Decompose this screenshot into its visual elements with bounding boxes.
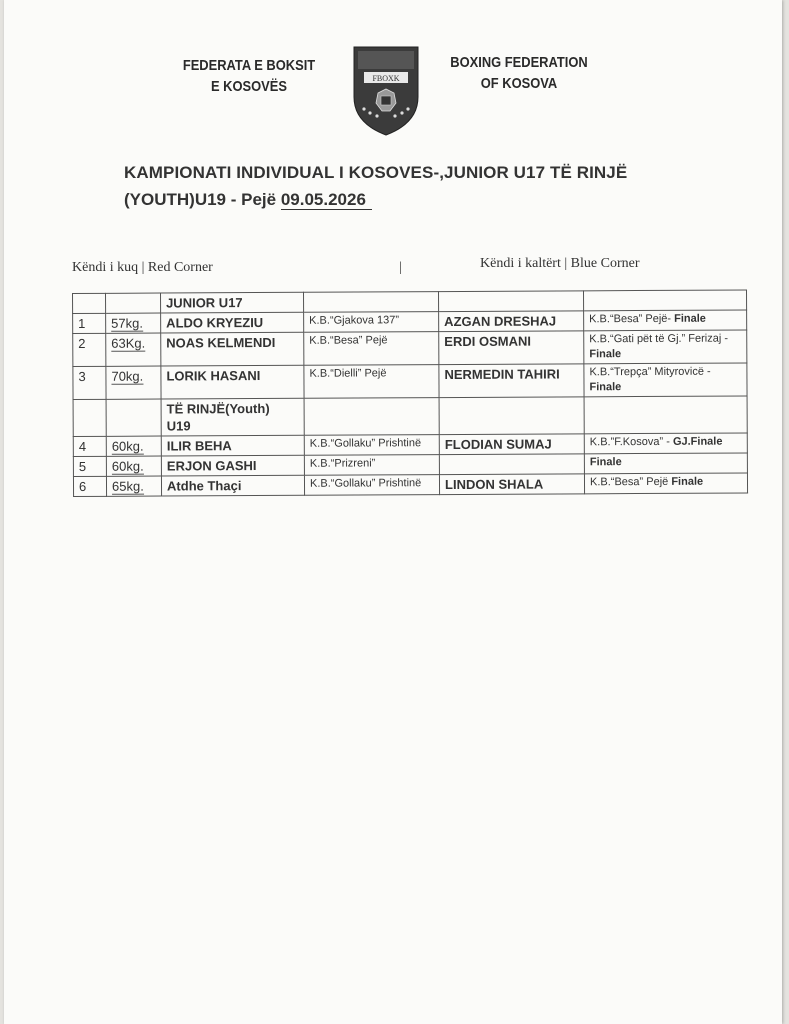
- table-row: 1 57kg. ALDO KRYEZIU K.B.“Gjakova 137” AZGAN DRESHAJ K.B.“Besa” Pejë- Finale: [73, 310, 747, 334]
- federation-logo: [350, 45, 422, 137]
- document-title: KAMPIONATI INDIVIDUAL I KOSOVES-,JUNIOR U17 TË RINJË: [124, 163, 628, 182]
- blue-corner-heading: Këndi i kaltërt | Blue Corner: [480, 256, 640, 271]
- federation-name-english: BOXING FEDERATION OF KOSOVA: [450, 54, 588, 92]
- federation-name-albanian: FEDERATA E BOKSIT E KOSOVËS: [182, 57, 316, 95]
- document-subtitle: (YOUTH)U19 - Pejë 09.05.2026: [124, 190, 372, 210]
- event-date: 09.05.2026: [281, 190, 372, 210]
- document-page: [4, 0, 782, 1024]
- red-corner-heading: Këndi i kuq | Red Corner: [72, 260, 213, 275]
- logo-text: FBOXK: [372, 74, 400, 83]
- table-row: 2 63Kg. NOAS KELMENDI K.B.“Besa” Pejë ERDI OSMANI K.B.“Gati pët të Gj.” Ferizaj - Finale: [73, 330, 747, 367]
- section-heading: JUNIOR U17: [161, 292, 304, 313]
- table-row: 3 70kg. LORIK HASANI K.B.“Dielli” Pejë NERMEDIN TAHIRI K.B.“Trepça” Mityrovicë - Finale: [73, 363, 747, 400]
- table-row: 6 65kg. Atdhe Thaçi K.B.“Gollaku” Prishtinë LINDON SHALA K.B.“Besa” Pejë Finale: [73, 473, 747, 497]
- section-heading: TË RINJË(Youth) U19: [161, 398, 304, 436]
- bouts-table: [72, 289, 748, 497]
- corner-separator: |: [399, 260, 402, 275]
- table-row: 5 60kg. ERJON GASHI K.B.“Prizreni” Finale: [73, 453, 747, 477]
- section-row: [73, 396, 747, 437]
- table-row: 4 60kg. ILIR BEHA K.B.“Gollaku” Prishtinë FLODIAN SUMAJ K.B.”F.Kosova” - GJ.Finale: [73, 433, 747, 457]
